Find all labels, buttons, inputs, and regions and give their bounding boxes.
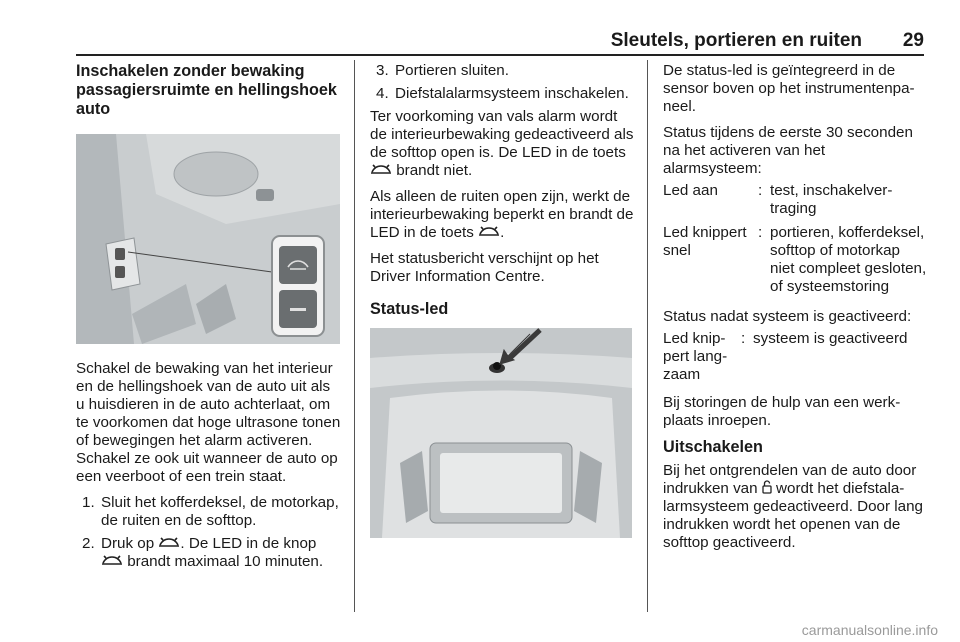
list-item: 1. Sluit het kofferdeksel, de motorkap, de ruiten en de softtop. (82, 494, 339, 529)
car-alarm-icon (478, 226, 500, 238)
windows-paragraph: Als alleen de ruiten open zijn, werkt de interieurbewaking beperkt en brandt de LED in de toets . (370, 188, 634, 241)
section-heading-uitschakelen: Uitschakelen (663, 438, 763, 456)
section-heading-status-led: Status-led (370, 300, 449, 318)
right-column (663, 62, 927, 560)
malfunction-paragraph: Bij storingen de hulp van een werkplaats inroepen. (663, 394, 901, 429)
list-item: 3. Portieren sluiten. (376, 62, 509, 79)
watermark: carmanualsonline.info (801, 622, 938, 638)
softtop-paragraph: Ter voorkoming van vals alarm wordt de interieurbewaking gedeactiveerd als de softtop open is. De LED in de toets brandt niet. (370, 108, 634, 179)
steps-list-middle (370, 62, 634, 103)
interior-button-figure (76, 134, 340, 344)
after-activation-paragraph: Status nadat systeem is geactiveerd: (663, 308, 912, 325)
page-number: 29 (902, 30, 924, 51)
column-divider-1 (354, 60, 355, 612)
car-alarm-icon (370, 164, 392, 176)
page-title: Sleutels, portieren en ruiten (610, 30, 862, 51)
status-message-paragraph: Het statusbericht verschijnt op het Driver Information Centre. (370, 250, 599, 285)
column-divider-2 (647, 60, 648, 612)
steps-list-left (76, 494, 342, 571)
deactivation-paragraph: Bij het ontgrendelen van de auto door indrukken van wordt het diefstalalarmsysteem gedeactiveerd. Door lang indrukken wordt het openen van de softtop geactiveerd. (663, 462, 923, 551)
led-location-paragraph: De status-led is geïntegreerd in de sensor boven op het instrumentenpaneel. (663, 62, 915, 115)
car-alarm-icon (101, 555, 123, 567)
left-column (76, 62, 342, 576)
middle-column (370, 62, 634, 538)
status-led-figure (370, 328, 632, 538)
list-item: 2. Druk op . De LED in de knop brandt maximaal 10 minuten. (82, 535, 324, 570)
interior-illustration (76, 134, 340, 344)
list-item: 4. Diefstalalarmsysteem inschakelen. (376, 85, 629, 102)
table-row: Led knippert langzaam : systeem is geactiveerd (663, 330, 908, 383)
dashboard-illustration (370, 328, 632, 538)
status-table-second (663, 330, 927, 384)
status-table-first (663, 182, 927, 296)
table-row: Led knippert snel : portieren, kofferdeksel, softtop of motorkap niet compleet gesloten, of systeemstoring (663, 224, 927, 295)
header-rule (76, 54, 924, 56)
table-row: Led aan : test, inschakelvertraging (663, 182, 893, 217)
section-heading-inschakelen: Inschakelen zonder bewaking passagiersruimte en hellingshoek auto (76, 62, 337, 118)
unlock-icon (762, 480, 772, 494)
car-alarm-icon (158, 537, 180, 549)
intro-paragraph: Schakel de bewaking van het interieur en de hellingshoek van de auto uit als u huisdieren in de auto achterlaat, om te voorkomen dat hoge ultrasone tonen of bewegingen het alarm activeren. Schakel ze ook uit wanneer de auto op een veerboot of een trein staat. (76, 360, 341, 485)
first-30s-paragraph: Status tijdens de eerste 30 seconden na het activeren van het alarmsysteem: (663, 124, 913, 177)
